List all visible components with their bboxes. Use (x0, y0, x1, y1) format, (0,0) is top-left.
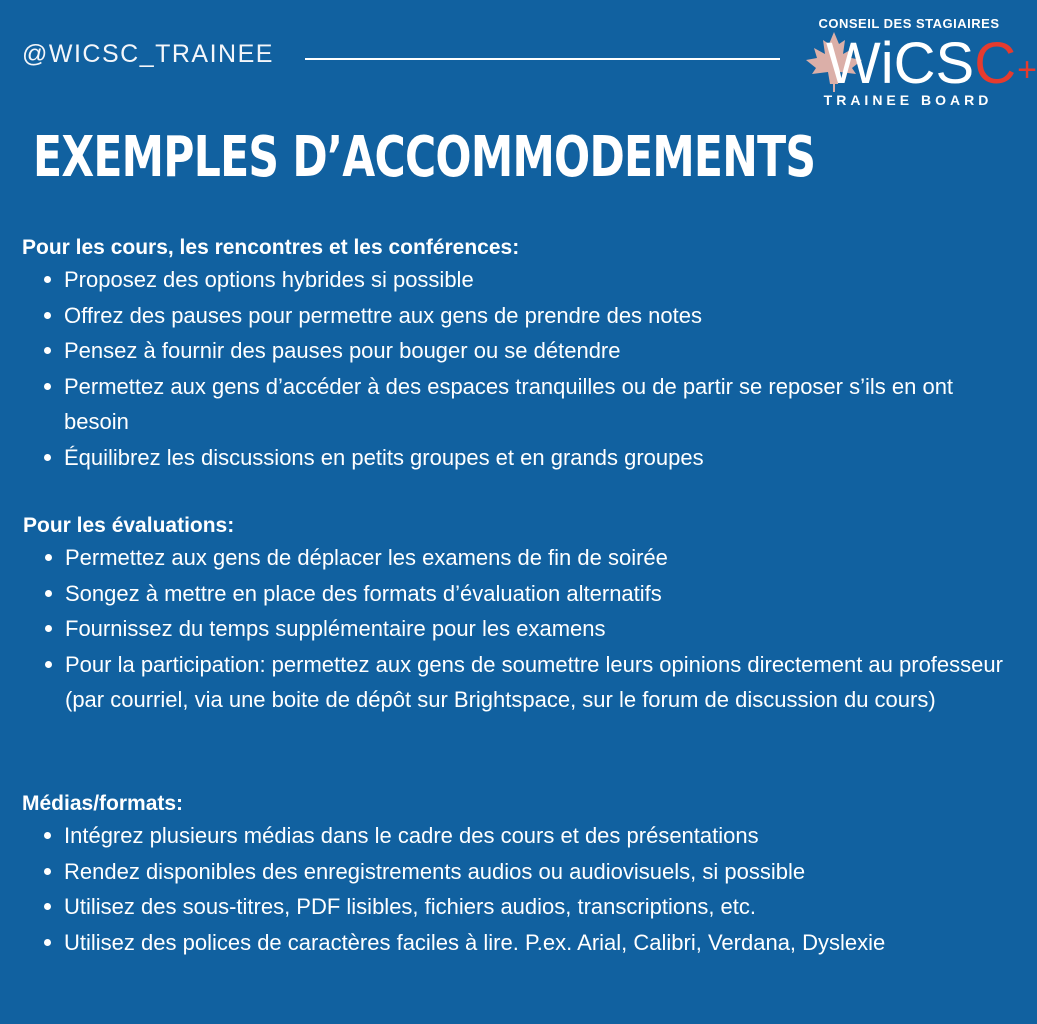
bullet-list (22, 262, 1012, 475)
logo-wordmark-b: C (974, 31, 1017, 96)
list-item: Fournissez du temps supplémentaire pour les examens (23, 611, 1013, 647)
social-handle: @WICSC_TRAINEE (22, 40, 274, 68)
list-item: Équilibrez les discussions en petits groupes et en grands groupes (22, 440, 1012, 476)
logo-plus: + (1017, 51, 1037, 89)
header-divider (305, 58, 780, 60)
list-item: Permettez aux gens de déplacer les examens de fin de soirée (23, 540, 1013, 576)
section-heading: Médias/formats: (22, 792, 184, 815)
logo-top-text: CONSEIL DES STAGIAIRES (818, 16, 1000, 31)
section-heading: Pour les évaluations: (23, 514, 235, 537)
section-evaluations (23, 512, 1013, 718)
logo-wordmark (826, 31, 1037, 96)
list-item: Rendez disponibles des enregistrements audios ou audiovisuels, si possible (22, 854, 1012, 890)
wicsc-logo (800, 12, 1037, 112)
list-item: Proposez des options hybrides si possible (22, 262, 1012, 298)
bullet-list (23, 540, 1013, 718)
section-media-formats (22, 790, 1012, 960)
list-item: Utilisez des sous-titres, PDF lisibles, fichiers audios, transcriptions, etc. (22, 889, 1012, 925)
section-heading: Pour les cours, les rencontres et les conférences: (22, 236, 520, 259)
list-item: Utilisez des polices de caractères faciles à lire. P.ex. Arial, Calibri, Verdana, Dyslexie (22, 925, 1012, 961)
list-item: Permettez aux gens d’accéder à des espaces tranquilles ou de partir se reposer s’ils en ont besoin (22, 369, 1012, 440)
list-item: Intégrez plusieurs médias dans le cadre des cours et des présentations (22, 818, 1012, 854)
list-item: Offrez des pauses pour permettre aux gens de prendre des notes (22, 298, 1012, 334)
logo-wordmark-a: WiCS (826, 31, 975, 96)
list-item: Songez à mettre en place des formats d’évaluation alternatifs (23, 576, 1013, 612)
page-title: EXEMPLES D’ACCOMMODEMENTS (33, 125, 816, 190)
logo-bottom-text: TRAINEE BOARD (823, 92, 993, 108)
section-courses (22, 234, 1012, 475)
list-item: Pensez à fournir des pauses pour bouger ou se détendre (22, 333, 1012, 369)
list-item: Pour la participation: permettez aux gens de soumettre leurs opinions directement au professeur (par courriel, via une boite de dépôt sur Brightspace, sur le forum de discussion du cours) (23, 647, 1013, 718)
bullet-list (22, 818, 1012, 960)
